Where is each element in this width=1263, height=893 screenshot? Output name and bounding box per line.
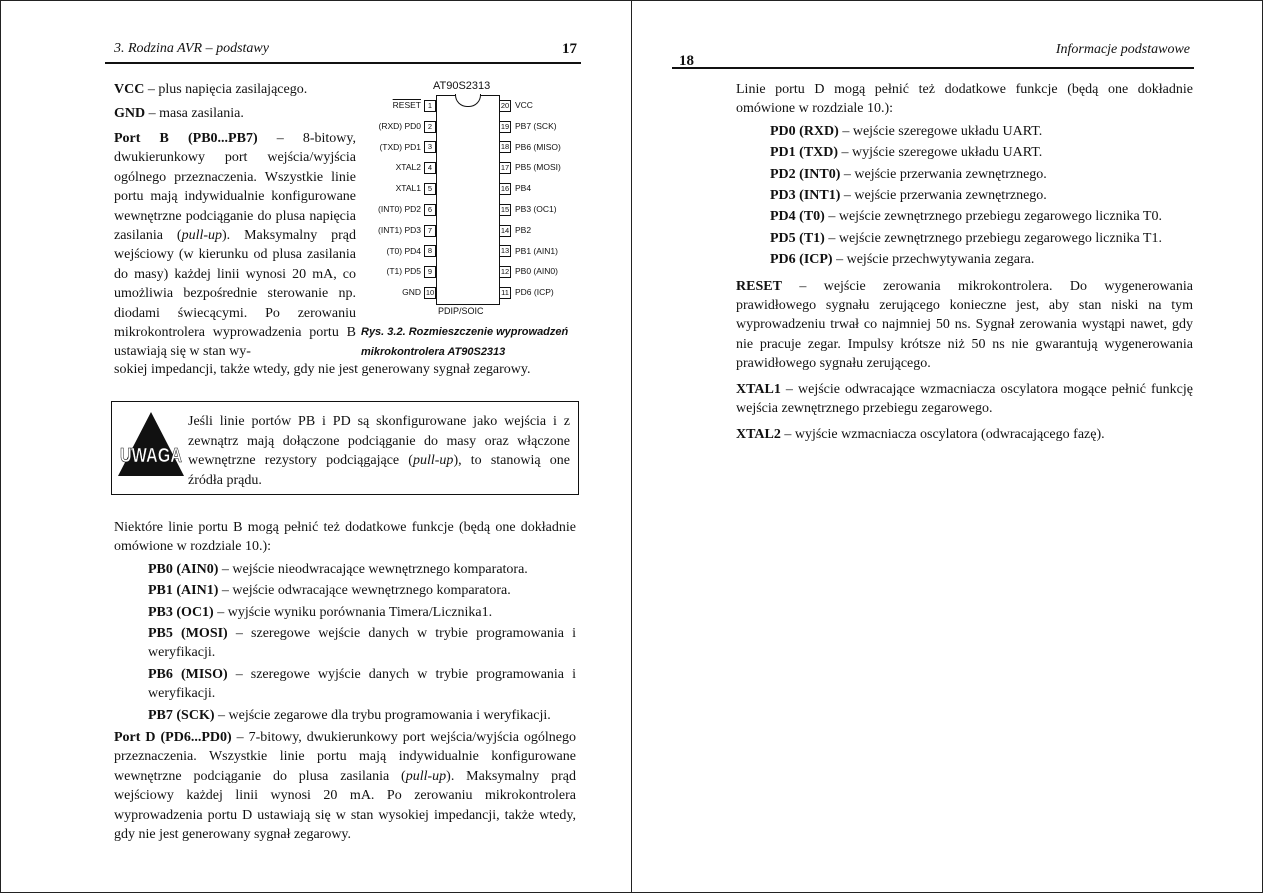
chip-pin-left	[393, 99, 436, 111]
function-term: PB7 (SCK)	[148, 707, 215, 723]
warning-logo-text: UWAGA	[120, 445, 182, 467]
pin-label: PB1 (AIN1)	[515, 245, 558, 256]
chip-pin-right	[499, 224, 531, 236]
chapter-title: Informacje podstawowe	[1055, 42, 1190, 57]
pin-number: 9	[424, 266, 436, 278]
pin-number: 8	[424, 245, 436, 257]
function-text: – wejście przechwytywania zegara.	[832, 252, 1035, 268]
pin-number: 4	[424, 162, 436, 174]
pin-label: (T0) PD4	[386, 245, 421, 256]
page-number: 18	[679, 53, 694, 69]
pin-number: 10	[425, 287, 435, 297]
chip-pin-left	[379, 141, 436, 153]
chip-pin-left	[387, 245, 436, 257]
chapter-title: 3. Rodzina AVR – podstawy	[114, 41, 269, 56]
function-term: PD2 (INT0)	[770, 166, 841, 182]
pin-label: (T1) PD5	[386, 266, 421, 277]
port-d-paragraph: Port D (PD6...PD0) – 7-bitowy, dwukierunkowy port wejścia/wyjścia ogólnego przeznaczenia. Wszystkie linie portu mają indywidualnie konfigurowane wewnętrzne podciąganie do plusa zasilania (pull-up). Maksymalny prąd wejściowy każdej linii wynosi 20 mA. Po zerowaniu mikrokontrolera wyprowadzenia portu D ustawiają się w stan wysokiej impedancji, także wtedy, gdy nie jest generowany sygnał zegarowy.	[114, 730, 577, 843]
function-item	[114, 560, 576, 579]
pin-number: 17	[500, 163, 510, 173]
function-item	[736, 250, 1193, 269]
pin-label: (TXD) PD1	[379, 141, 421, 152]
portb-function-list	[114, 560, 576, 725]
figure-caption: Rys. 3.2. Rozmieszczenie wyprowadzeń mikrokontrolera AT90S2313	[361, 326, 569, 358]
function-item	[114, 581, 576, 600]
function-term: PD6 (ICP)	[770, 252, 833, 268]
chip-pin-right	[499, 120, 557, 132]
pin-number: 5	[424, 183, 436, 195]
pin-label: XTAL1	[395, 183, 421, 194]
pin-label: PB3 (OC1)	[515, 204, 557, 214]
function-text: – wejście przerwania zewnętrznego.	[840, 166, 1047, 182]
pin-label: (INT0) PD2	[378, 204, 421, 214]
function-text: – wejście przerwania zewnętrznego.	[840, 188, 1047, 204]
warning-text: Jeśli linie portów PB i PD są skonfigurowane jako wejścia i z zewnątrz mają dołączone podciąganie do masy oraz włączone wewnętrzne rezystory podciągające (pull-up), to stanowią one źródła prądu.	[188, 414, 571, 488]
port-b-paragraph: Port B (PB0...PB7) – 8-bitowy, dwukierunkowy port wejścia/wyjścia ogólnego przeznaczenia. Wszystkie linie portu mają indywidualnie konfigurowane wewnętrzne podciąganie do plusa napięcia zasilania (pull-up). Maksymalny prąd wejściowy (w kierunku od plusa zasilania do masy) każdej linii wynosi 20 mA, co umożliwia bezpośrednie sterowanie np. diodami świecącymi. Po zerowaniu mikrokontrolera wyprowadzenia portu B ustawiają się w stan wy-	[114, 131, 356, 360]
reset-definition: RESET – wejście zerowania mikrokontrolera. Do wygenerowania prawidłowego sygnału zerującego konieczne jest, aby stan niski na tym wyprowadzeniu trwał co najmniej 50 ns. Sygnał zerowania wystąpi nawet, gdy nie pracuje zegar. Impulsy krótsze niż 50 ns nie gwarantują wygenerowania prawidłowego sygnału zerującego.	[736, 278, 1193, 372]
function-item	[736, 165, 1193, 184]
function-text: – wejście zewnętrznego przebiegu zegarowego licznika T1.	[824, 230, 1162, 246]
function-term: PD5 (T1)	[770, 230, 825, 246]
xtal1-definition: XTAL1 – wejście odwracające wzmacniacza oscylatora mogące pełnić funkcję wejścia zewnętrznego przebiegu zegarowego.	[736, 381, 1193, 417]
function-text: – wejście zewnętrznego przebiegu zegarowego licznika T0.	[824, 209, 1162, 225]
function-term: PB5 (MOSI)	[148, 626, 228, 642]
function-text: – wejście zegarowe dla trybu programowania i weryfikacji.	[214, 707, 551, 723]
header-rule	[105, 62, 581, 64]
port-b-paragraph-tail: sokiej impedancji, także wtedy, gdy nie jest generowany sygnał zegarowy.	[114, 362, 531, 377]
pin-label: PB7 (SCK)	[515, 120, 557, 131]
chip-pin-right	[499, 265, 558, 277]
pin-number: 11	[499, 287, 511, 299]
chip-pin-right	[499, 161, 561, 173]
pin-number: 6	[424, 204, 436, 216]
pin-number: 18	[500, 142, 510, 152]
function-text: – wejście nieodwracające wewnętrznego komparatora.	[218, 561, 528, 577]
pin-number: 14	[500, 225, 510, 235]
pin-label: XTAL2	[395, 162, 421, 173]
pin-label: (INT1) PD3	[378, 224, 421, 235]
function-text: – wejście odwracające wewnętrznego komparatora.	[218, 583, 511, 599]
pin-label: RESET	[392, 100, 421, 110]
pin-number: 2	[424, 121, 436, 133]
xtal2-definition: XTAL2 – wyjście wzmacniacza oscylatora (odwracającego fazę).	[736, 426, 1105, 442]
pin-label: PB6 (MISO)	[515, 141, 561, 152]
function-term: PD1 (TXD)	[770, 145, 839, 161]
pin-label: PB5 (MOSI)	[515, 162, 561, 173]
chip-pin-left	[396, 182, 436, 194]
warning-box	[111, 401, 579, 495]
pin-number: 19	[500, 121, 510, 131]
chip-pin-right	[499, 99, 533, 111]
function-term: PD3 (INT1)	[770, 188, 841, 204]
pin-label: PD6 (ICP)	[515, 287, 554, 298]
gnd-definition: GND – masa zasilania.	[114, 106, 244, 121]
running-header	[114, 41, 577, 57]
pin-label: PB0 (AIN0)	[515, 266, 558, 277]
chip-pin-left	[378, 120, 436, 132]
chip-pin-left	[396, 161, 436, 173]
function-term: PB3 (OC1)	[148, 604, 214, 620]
pin-number: 12	[500, 267, 510, 277]
chip-pin-right	[499, 245, 558, 257]
portd-extra-intro: Linie portu D mogą pełnić też dodatkowe funkcje (będą one dokładnie omówione w rozdziale 10.):	[736, 82, 1193, 117]
function-text: – wejście szeregowe układu UART.	[838, 123, 1043, 139]
portb-extra-intro: Niektóre linie portu B mogą pełnić też dodatkowe funkcje (będą one dokładnie omówione w rozdziale 10.):	[114, 520, 576, 555]
pin-label: VCC	[515, 100, 533, 110]
pin-number: 13	[500, 246, 510, 256]
function-item	[736, 122, 1193, 141]
function-item	[736, 143, 1193, 162]
left-lower-content	[114, 518, 576, 845]
function-term: PB6 (MISO)	[148, 666, 228, 682]
vcc-definition: VCC – plus napięcia zasilającego.	[114, 82, 308, 97]
portd-function-list	[736, 122, 1193, 270]
pin-number: 16	[500, 183, 510, 193]
function-item	[114, 603, 576, 622]
pin-number: 20	[500, 100, 510, 110]
chip-pin-right	[499, 182, 531, 194]
function-text: – wyjście wyniku porównania Timera/Licznika1.	[213, 604, 493, 620]
chip-pin-left	[402, 286, 436, 298]
pin-label: GND	[402, 287, 421, 298]
page-number: 17	[562, 41, 577, 57]
chip-outline	[436, 95, 500, 305]
chip-notch	[455, 94, 481, 107]
pin-number: 1	[424, 100, 436, 112]
header-rule	[672, 67, 1194, 69]
pin-label: PB4	[515, 183, 532, 194]
function-item	[114, 665, 576, 704]
pin-label: (RXD) PD0	[378, 120, 421, 131]
chip-package: PDIP/SOIC	[438, 306, 484, 316]
chip-pin-left	[387, 265, 436, 277]
chip-pin-left	[378, 224, 436, 236]
function-text: – szeregowe wyjście danych w trybie programowania i weryfikacji.	[148, 666, 576, 702]
pin-number: 3	[424, 141, 436, 153]
warning-logo	[116, 410, 186, 480]
function-text: – wyjście szeregowe układu UART.	[838, 145, 1043, 161]
function-term: PB0 (AIN0)	[148, 561, 219, 577]
pin-label: PB2	[515, 224, 532, 235]
function-item	[114, 706, 576, 725]
chip-pin-right	[499, 286, 554, 298]
function-item	[736, 186, 1193, 205]
function-item	[736, 207, 1193, 226]
function-term: PD0 (RXD)	[770, 123, 839, 139]
pin-number: 7	[424, 225, 436, 237]
function-text: – szeregowe wejście danych w trybie programowania i weryfikacji.	[148, 626, 576, 661]
pin-number: 15	[500, 204, 510, 214]
chip-name: AT90S2313	[433, 80, 491, 92]
function-item	[114, 624, 576, 663]
right-content	[736, 80, 1193, 444]
function-term: PD4 (T0)	[770, 209, 825, 225]
chip-pin-right	[499, 203, 557, 215]
chip-pin-right	[499, 141, 561, 153]
function-term: PB1 (AIN1)	[148, 583, 219, 599]
chip-pin-left	[378, 203, 436, 215]
function-item	[736, 229, 1193, 248]
